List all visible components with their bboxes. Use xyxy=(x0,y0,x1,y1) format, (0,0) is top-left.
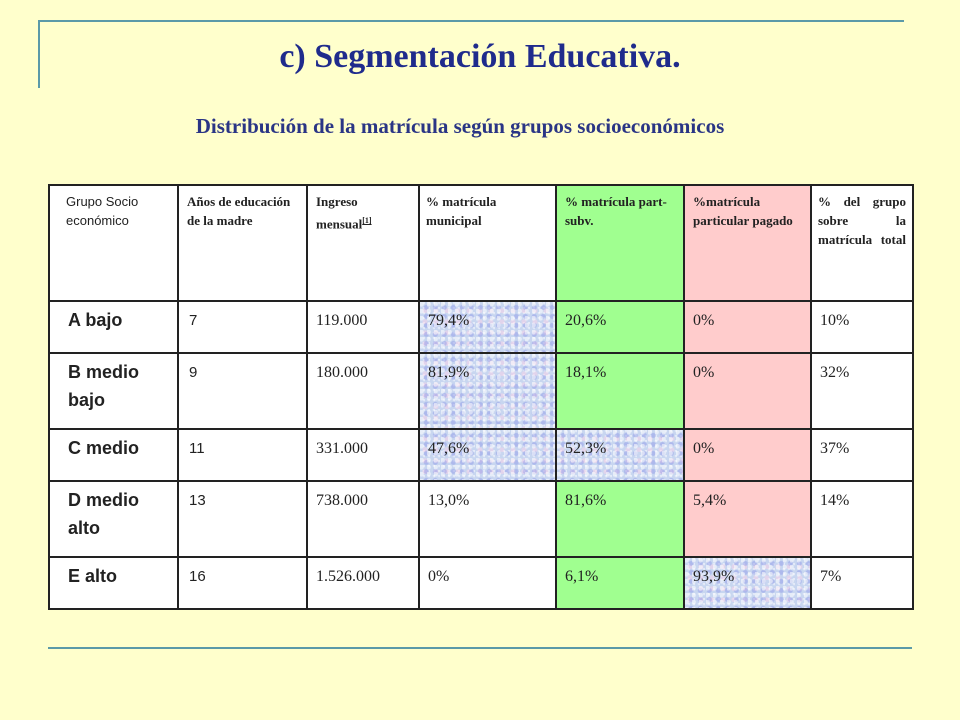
row-anos: 16 xyxy=(178,557,307,609)
row-grupo: E alto xyxy=(49,557,178,609)
row-ingreso: 119.000 xyxy=(307,301,419,353)
segmentation-table xyxy=(48,184,914,610)
row-ingreso: 738.000 xyxy=(307,481,419,557)
top-rule xyxy=(38,20,904,22)
row-municipal: 13,0% xyxy=(419,481,556,557)
slide-title: c) Segmentación Educativa. xyxy=(279,38,681,75)
row-part-subv: 81,6% xyxy=(556,481,684,557)
row-particular: 0% xyxy=(684,301,811,353)
table-row xyxy=(49,481,913,557)
bottom-rule xyxy=(48,647,912,649)
header-grupo-total: % del grupo sobre la matrícula total xyxy=(811,185,913,301)
table-row xyxy=(49,353,913,429)
row-part-subv: 6,1% xyxy=(556,557,684,609)
row-particular: 0% xyxy=(684,353,811,429)
header-ingreso xyxy=(307,185,419,301)
row-part-subv: 20,6% xyxy=(556,301,684,353)
row-total: 7% xyxy=(811,557,913,609)
row-municipal: 0% xyxy=(419,557,556,609)
row-anos: 9 xyxy=(178,353,307,429)
row-total: 32% xyxy=(811,353,913,429)
table-header-row xyxy=(49,185,913,301)
row-ingreso: 331.000 xyxy=(307,429,419,481)
row-anos: 11 xyxy=(178,429,307,481)
header-anos: Años de educación de la madre xyxy=(178,185,307,301)
header-grupo: Grupo Socio económico xyxy=(49,185,178,301)
header-municipal: % matrícula municipal xyxy=(419,185,556,301)
row-particular: 5,4% xyxy=(684,481,811,557)
row-particular: 0% xyxy=(684,429,811,481)
row-total: 10% xyxy=(811,301,913,353)
header-part-subv: % matrícula part-subv. xyxy=(556,185,684,301)
row-total: 37% xyxy=(811,429,913,481)
row-grupo: D medio alto xyxy=(49,481,178,557)
row-total: 14% xyxy=(811,481,913,557)
row-municipal: 81,9% xyxy=(419,353,556,429)
footnote-link[interactable]: [1] xyxy=(362,216,372,225)
table-row xyxy=(49,301,913,353)
row-ingreso: 180.000 xyxy=(307,353,419,429)
row-grupo: B medio bajo xyxy=(49,353,178,429)
header-particular: %matrícula particular pagado xyxy=(684,185,811,301)
slide-subtitle: Distribución de la matrícula según grupos socioeconómicos xyxy=(195,114,725,138)
row-part-subv: 18,1% xyxy=(556,353,684,429)
header-ingreso-label: Ingreso mensual xyxy=(316,194,363,232)
table-row xyxy=(49,557,913,609)
row-grupo: C medio xyxy=(49,429,178,481)
row-anos: 7 xyxy=(178,301,307,353)
table-row xyxy=(49,429,913,481)
row-particular: 93,9% xyxy=(684,557,811,609)
row-anos: 13 xyxy=(178,481,307,557)
row-ingreso: 1.526.000 xyxy=(307,557,419,609)
row-part-subv: 52,3% xyxy=(556,429,684,481)
row-municipal: 47,6% xyxy=(419,429,556,481)
row-grupo: A bajo xyxy=(49,301,178,353)
row-municipal: 79,4% xyxy=(419,301,556,353)
